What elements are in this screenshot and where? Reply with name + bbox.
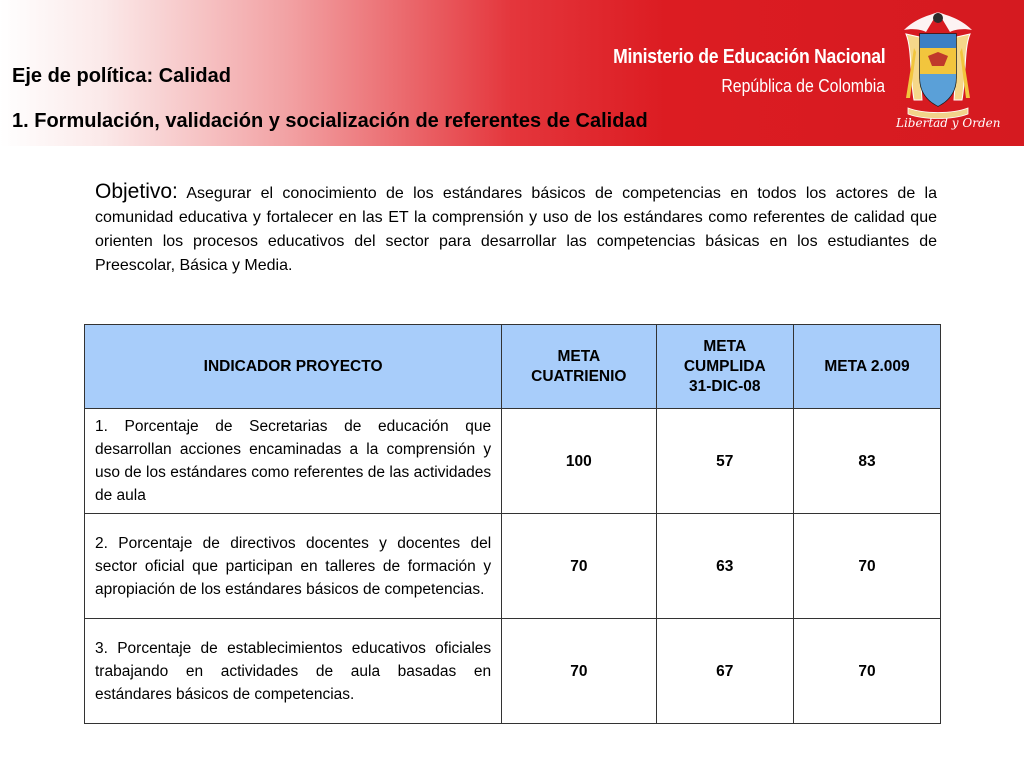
- meta-2009-cell: 83: [794, 409, 941, 514]
- header-meta-cumplida: [656, 325, 794, 409]
- header-meta-2009: META 2.009: [794, 325, 941, 409]
- indicators-table: [84, 324, 941, 724]
- indicator-cell: 3. Porcentaje de establecimientos educativos oficiales trabajando en actividades de aula basadas en estándares básicos de competencias.: [85, 619, 502, 724]
- objective-label: Objetivo:: [95, 180, 178, 203]
- meta-cumplida-cell: 63: [656, 514, 794, 619]
- page-subtitle: 1. Formulación, validación y socialización de referentes de Calidad: [12, 110, 648, 132]
- objective-paragraph: [95, 180, 937, 278]
- page-title: Eje de política: Calidad: [12, 65, 231, 87]
- header-meta-cumplida-line1: META: [703, 337, 747, 355]
- meta-2009-cell: 70: [794, 619, 941, 724]
- meta-cuatrienio-cell: 70: [502, 619, 656, 724]
- ministry-name: Ministerio de Educación Nacional: [612, 46, 885, 68]
- seal-motto: Libertad y Orden: [896, 116, 1001, 130]
- indicator-cell: 2. Porcentaje de directivos docentes y docentes del sector oficial que participan en talleres de formación y apropiación de los estándares básicos de competencias.: [85, 514, 502, 619]
- table-row: [85, 619, 941, 724]
- header-meta-cuatrienio: [502, 325, 656, 409]
- meta-cumplida-cell: 67: [656, 619, 794, 724]
- header-meta-cuatrienio-line1: META: [557, 347, 601, 365]
- table-row: [85, 409, 941, 514]
- table-header-row: [85, 325, 941, 409]
- meta-cuatrienio-cell: 100: [502, 409, 656, 514]
- meta-cumplida-cell: 57: [656, 409, 794, 514]
- indicator-cell: 1. Porcentaje de Secretarias de educación que desarrollan acciones encaminadas a la comprensión y uso de los estándares como referentes de las actividades de aula: [85, 409, 502, 514]
- header-indicator: INDICADOR PROYECTO: [85, 325, 502, 409]
- meta-cuatrienio-cell: 70: [502, 514, 656, 619]
- header-meta-cumplida-line3: 31-DIC-08: [689, 377, 761, 395]
- meta-2009-cell: 70: [794, 514, 941, 619]
- header-meta-cuatrienio-line2: CUATRIENIO: [531, 367, 627, 385]
- table-row: [85, 514, 941, 619]
- republic-name: República de Colombia: [721, 76, 885, 96]
- header-meta-cumplida-line2: CUMPLIDA: [683, 357, 766, 375]
- objective-text: Asegurar el conocimiento de los estándares básicos de competencias en todos los actores de la comunidad educativa y fortalecer en las ET la comprensión y uso de los estándares como referentes de calidad que orienten los procesos educativos del sector para desarrollar las competencias básicas en los estudiantes de Preescolar, Básica y Media.: [95, 185, 938, 274]
